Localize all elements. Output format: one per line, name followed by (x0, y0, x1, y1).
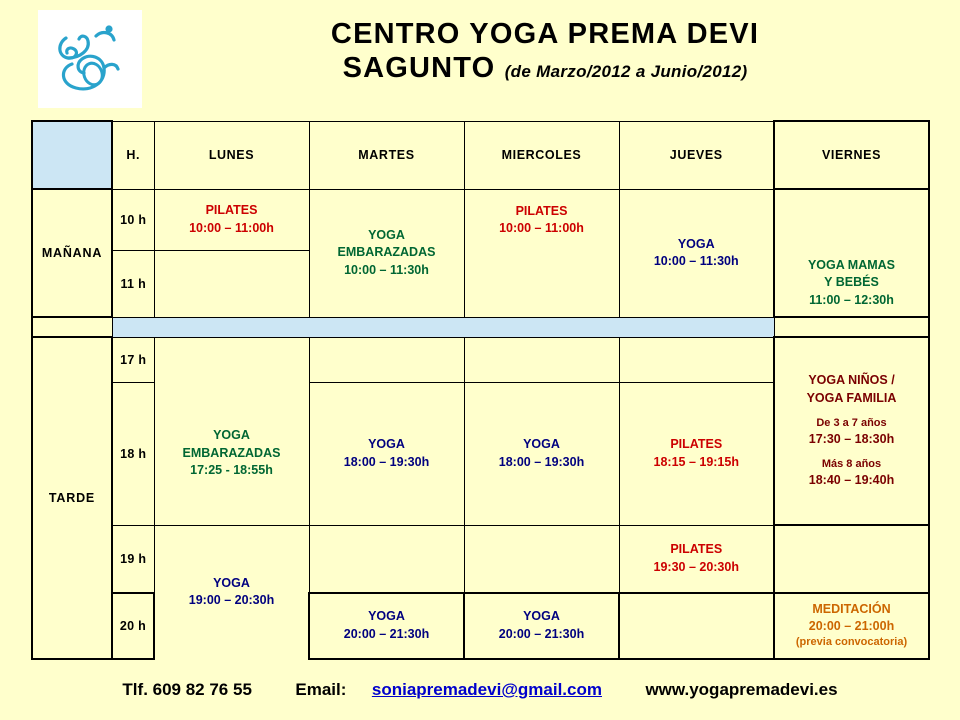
cell-jueves-20h (619, 593, 774, 659)
cell-viernes-19h (774, 525, 929, 593)
page-header (0, 0, 960, 112)
class-time: 10:00 – 11:00h (189, 220, 274, 235)
hour-cell-17h: 17 h (112, 337, 154, 382)
cell-jueves-17h (619, 337, 774, 382)
header-cell-lunes: LUNES (154, 121, 309, 189)
separator-band (112, 317, 774, 337)
header-cell-viernes: VIERNES (774, 121, 929, 189)
footer-email-label: Email: (295, 680, 347, 699)
table-row-morning-11 (32, 250, 929, 317)
footer-website: www.yogapremadevi.es (645, 680, 838, 699)
cell-lunes-11h (154, 250, 309, 317)
cell-lunes-17h (154, 337, 309, 382)
title-block (150, 18, 940, 86)
section-label-morning: MAÑANA (32, 189, 112, 317)
class-time: 10:00 – 11:00h (499, 220, 584, 235)
cell-viernes-10h (774, 189, 929, 250)
cell-martes-morning (309, 189, 464, 317)
cell-miercoles-18h (464, 382, 619, 525)
class-time-1: 17:30 – 18:30h (808, 432, 895, 446)
class-time: 11:00 – 12:30h (809, 292, 894, 307)
class-time: 19:00 – 20:30h (188, 593, 275, 607)
class-time: 10:00 – 11:30h (653, 254, 739, 268)
cell-lunes-18h (154, 382, 309, 525)
header-cell-miercoles: MIERCOLES (464, 121, 619, 189)
class-name: YOGA (213, 575, 250, 590)
separator-right-edge (774, 317, 929, 337)
separator-left-edge (32, 317, 112, 337)
header-cell-martes: MARTES (309, 121, 464, 189)
cell-miercoles-10h (464, 189, 619, 250)
class-name: YOGA (368, 609, 405, 624)
section-label-afternoon: TARDE (32, 337, 112, 659)
class-name: YOGA (523, 609, 560, 624)
class-time: 19:30 – 20:30h (653, 559, 739, 574)
schedule-table (31, 120, 930, 660)
class-name-2: Y BEBÉS (824, 275, 879, 290)
cell-jueves-18h (619, 382, 774, 525)
table-header-row (32, 121, 929, 189)
page-title-line2 (150, 51, 940, 86)
class-note: (previa convocatoria) (795, 636, 908, 649)
class-name: YOGA (368, 228, 405, 243)
cell-lunes-10h (154, 189, 309, 250)
class-name: YOGA (677, 236, 715, 251)
cell-miercoles-17h (464, 337, 619, 382)
cell-viernes-ninos (774, 337, 929, 525)
hour-cell-20h: 20 h (112, 593, 154, 659)
table-row-afternoon-17 (32, 337, 929, 382)
class-time-2: 18:40 – 19:40h (808, 473, 895, 488)
class-name: PILATES (670, 542, 723, 557)
cell-martes-19h (309, 525, 464, 593)
header-cell-jueves: JUEVES (619, 121, 774, 189)
footer-email-link[interactable]: soniapremadevi@gmail.com (371, 680, 602, 699)
schedule-table-wrapper (31, 120, 929, 660)
footer-phone: Tlf. 609 82 76 55 (122, 680, 252, 699)
class-name-2: EMBARAZADAS (182, 445, 281, 460)
class-time: 17:25 - 18:55h (190, 462, 273, 477)
class-time: 18:00 – 19:30h (343, 454, 430, 469)
cell-miercoles-20h (464, 593, 619, 659)
class-time: 18:15 – 19:15h (653, 454, 739, 469)
class-name: YOGA (213, 428, 250, 443)
cell-miercoles-19h (464, 525, 619, 593)
class-time: 20:00 – 21:30h (498, 626, 585, 641)
page-title-period: (de Marzo/2012 a Junio/2012) (504, 62, 748, 82)
class-name: YOGA MAMAS (807, 258, 896, 273)
page-title-line1: CENTRO YOGA PREMA DEVI (330, 18, 760, 50)
om-symbol-logo (46, 18, 134, 100)
class-note-1: De 3 a 7 años (816, 416, 887, 429)
class-time: 20:00 – 21:30h (343, 626, 430, 641)
cell-viernes-meditacion (774, 593, 929, 659)
class-time: 18:00 – 19:30h (498, 454, 585, 469)
class-name: YOGA (368, 437, 405, 452)
logo-box (38, 10, 142, 108)
class-name: YOGA NIÑOS / (808, 373, 895, 388)
class-name: PILATES (670, 437, 723, 452)
hour-cell-10h: 10 h (112, 189, 154, 250)
class-note-2: Más 8 años (821, 458, 882, 471)
cell-miercoles-11h (464, 250, 619, 317)
class-time: 10:00 – 11:30h (344, 262, 429, 277)
hour-cell-11h: 11 h (112, 250, 154, 317)
page-title-city: SAGUNTO (342, 52, 496, 85)
cell-martes-17h (309, 337, 464, 382)
table-separator-band (32, 317, 929, 337)
header-cell-hour: H. (112, 121, 154, 189)
cell-viernes-11h (774, 250, 929, 317)
cell-martes-18h (309, 382, 464, 525)
cell-martes-20h (309, 593, 464, 659)
class-name: PILATES (205, 203, 258, 218)
class-name: YOGA (523, 437, 560, 452)
table-row-afternoon-19 (32, 525, 929, 593)
table-row-morning-10 (32, 189, 929, 250)
cell-jueves-morning (619, 189, 774, 317)
class-name-2: EMBARAZADAS (337, 245, 436, 260)
header-cell-corner (32, 121, 112, 189)
class-name: PILATES (515, 203, 568, 218)
page-footer (0, 680, 960, 700)
class-time: 20:00 – 21:00h (808, 618, 895, 633)
class-name: MEDITACIÓN (812, 601, 891, 616)
cell-jueves-19h (619, 525, 774, 593)
hour-cell-18h: 18 h (112, 382, 154, 525)
class-name-2: YOGA FAMILIA (806, 390, 897, 405)
hour-cell-19h: 19 h (112, 525, 154, 593)
cell-lunes-19h (154, 525, 309, 659)
